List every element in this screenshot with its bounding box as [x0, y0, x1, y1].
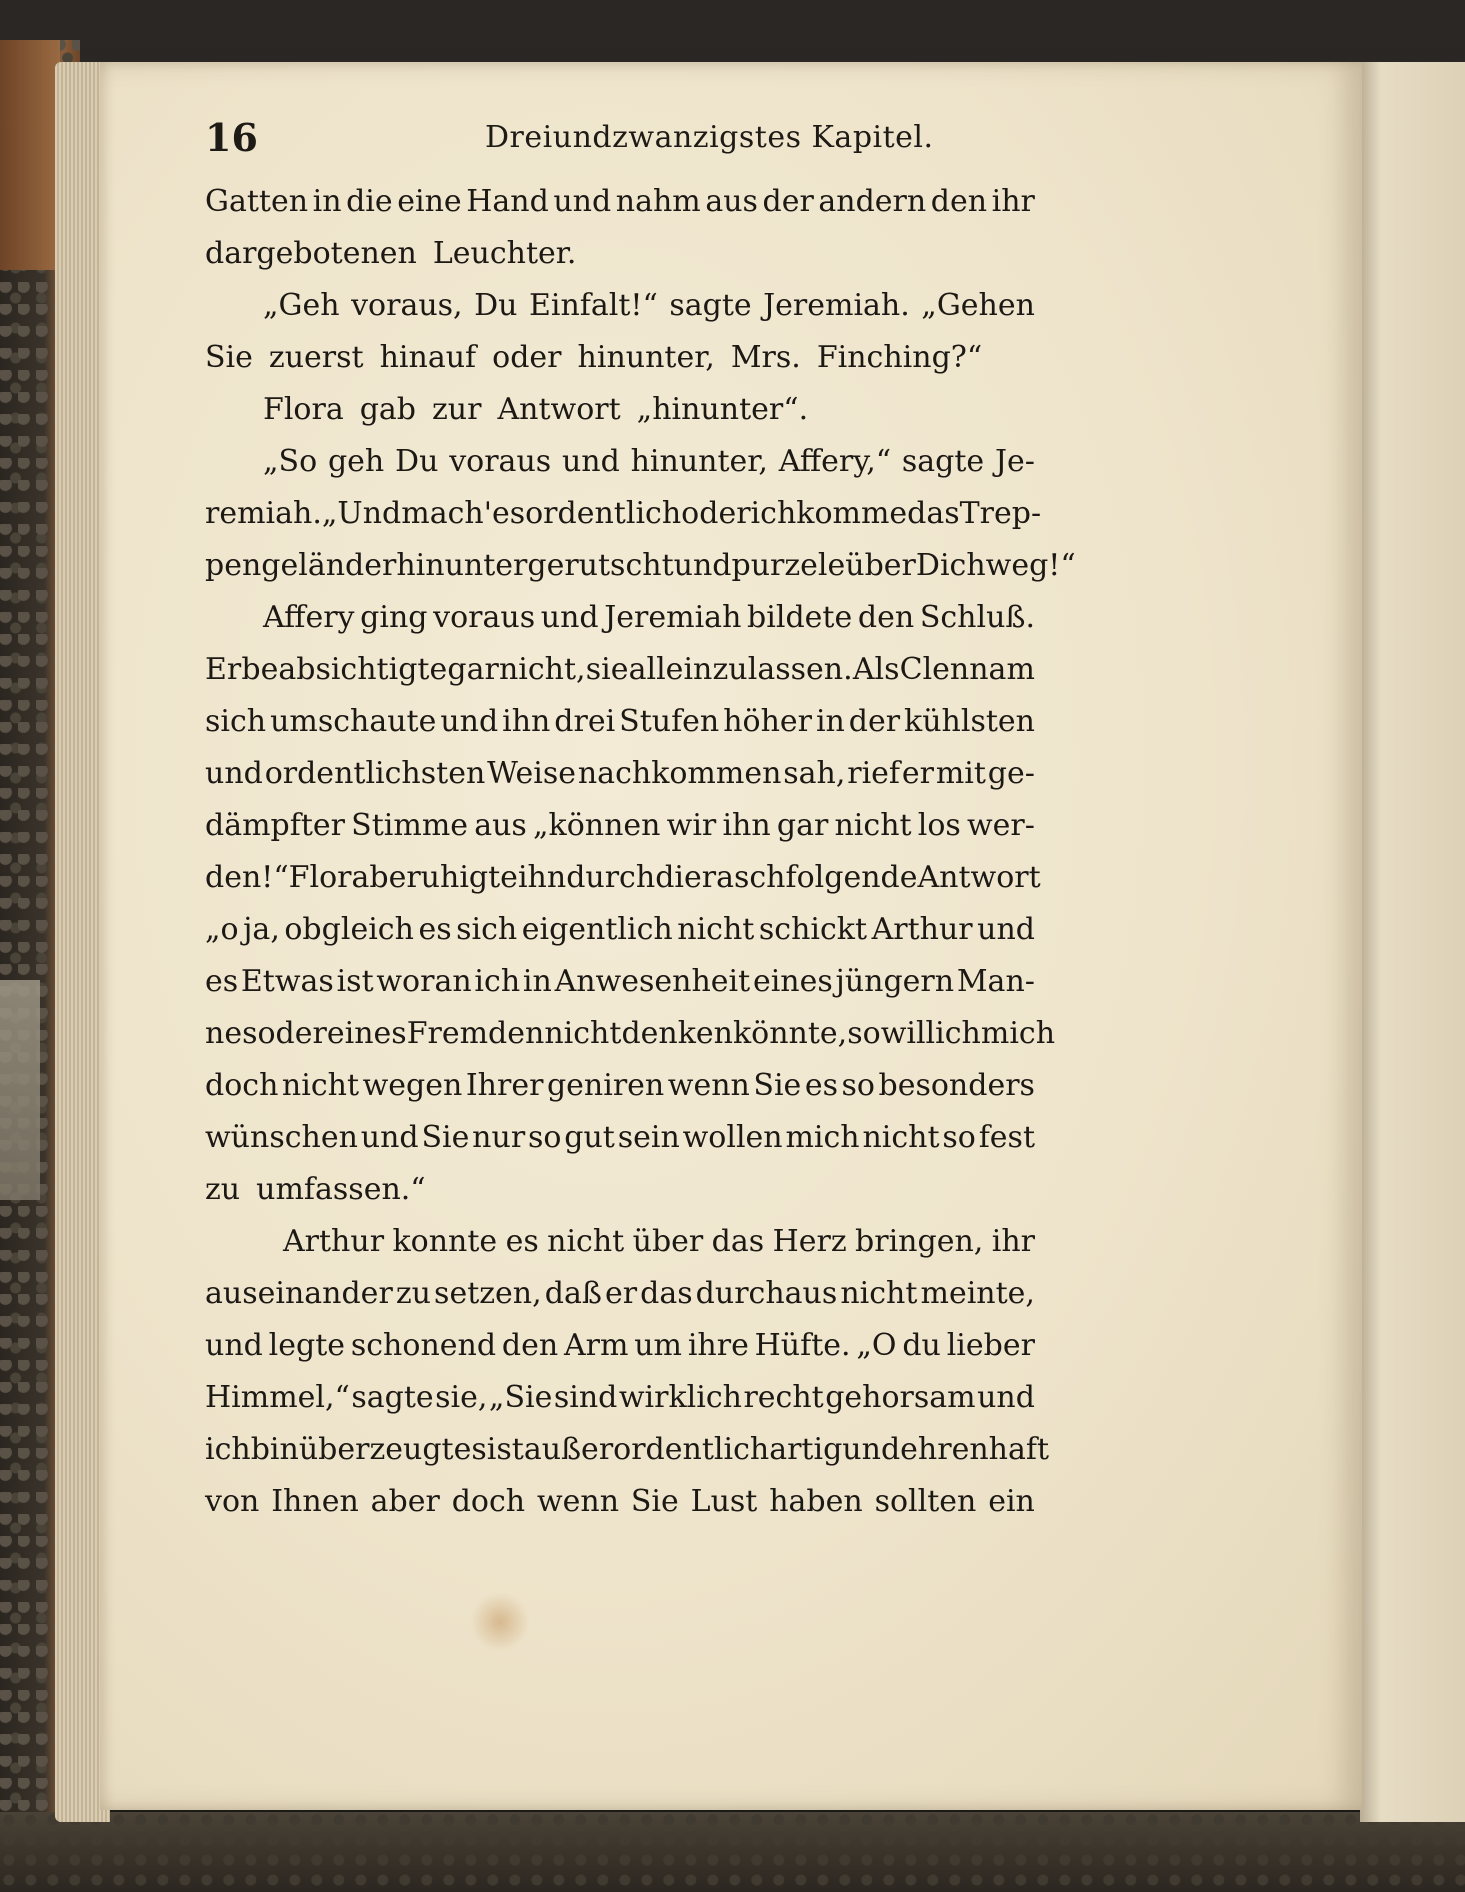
text-line: „So geh Du voraus und hinunter, Affery,“ sagte Je-: [263, 444, 1035, 479]
text-line: wünschen und Sie nur so gut sein wollen mich nicht so fest: [205, 1120, 1035, 1155]
facing-page-edge: [1360, 62, 1465, 1822]
text-line: dargebotenen Leuchter.: [205, 236, 577, 271]
text-line: Gatten in die eine Hand und nahm aus der andern den ihr: [205, 184, 1035, 219]
text-line: pengeländer hinuntergerutscht und purzele über Dich weg!“: [205, 548, 1076, 583]
text-line: „o ja, obgleich es sich eigentlich nicht schickt Arthur und: [205, 912, 1035, 947]
worn-cover-patch: [0, 980, 40, 1200]
text-line: ich bin überzeugt es ist außerordentlich artig und ehrenhaft: [205, 1432, 1050, 1467]
text-line: es Etwas ist woran ich in Anwesenheit eines jüngern Man-: [205, 964, 1035, 999]
text-line: von Ihnen aber doch wenn Sie Lust haben sollten ein: [205, 1484, 1035, 1519]
text-line: und legte schonend den Arm um ihre Hüfte. „O du lieber: [205, 1328, 1035, 1363]
text-line: Affery ging voraus und Jeremiah bildete den Schluß.: [263, 600, 1035, 635]
text-line: auseinander zu setzen, daß er das durchaus nicht meinte,: [205, 1276, 1035, 1311]
text-line: Er beabsichtigte gar nicht, sie allein zu lassen. Als Clennam: [205, 652, 1035, 687]
text-line: zu umfassen.“: [205, 1172, 426, 1207]
text-line: doch nicht wegen Ihrer geniren wenn Sie es so besonders: [205, 1068, 1035, 1103]
text-line: dämpfter Stimme aus „können wir ihn gar nicht los wer-: [205, 808, 1035, 843]
book-cover-bottom: [0, 1812, 1465, 1892]
page-number: 16: [205, 115, 258, 160]
page-header: [205, 108, 1035, 168]
text-line: den!“ Flora beruhigte ihn durch die rasch folgende Antwort: [205, 860, 1041, 895]
text-line: remiah. „Und mach' es ordentlich oder ich komme das Trep-: [205, 496, 1042, 531]
text-line: Flora gab zur Antwort „hinunter“.: [263, 392, 809, 427]
text-line: Himmel,“ sagte sie, „Sie sind wirklich recht gehorsam und: [205, 1380, 1035, 1415]
leather-corner: [0, 40, 60, 270]
text-line: und ordentlichsten Weise nachkommen sah, rief er mit ge-: [205, 756, 1035, 791]
text-line: nes oder eines Fremden nicht denken könnte, so will ich mich: [205, 1016, 1056, 1051]
text-line: Sie zuerst hinauf oder hinunter, Mrs. Finching?“: [205, 340, 983, 375]
page-text: [205, 176, 1076, 1528]
foxing-stain: [470, 1592, 530, 1652]
text-line: sich umschaute und ihn drei Stufen höher in der kühlsten: [205, 704, 1035, 739]
text-line: Arthur konnte es nicht über das Herz bringen, ihr: [283, 1224, 1035, 1259]
running-head: Dreiundzwanzigstes Kapitel.: [485, 120, 934, 155]
text-line: „Geh voraus, Du Einfalt!“ sagte Jeremiah. „Gehen: [263, 288, 1035, 323]
